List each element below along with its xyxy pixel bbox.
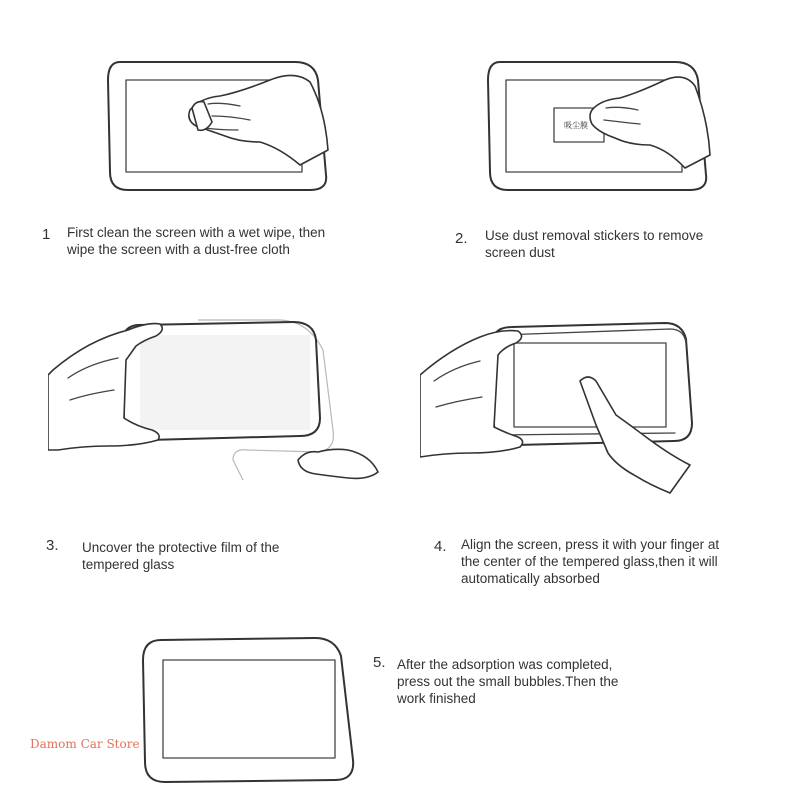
store-watermark: Damom Car Store bbox=[30, 737, 140, 751]
step2-line: Use dust removal stickers to remove bbox=[485, 228, 704, 243]
peeling-fingers-icon bbox=[298, 449, 378, 478]
step5-number: 5. bbox=[373, 654, 386, 671]
step4-number: 4. bbox=[434, 538, 447, 555]
step2-text bbox=[485, 227, 703, 261]
dust-sticker-label: 吸尘膜 bbox=[564, 121, 588, 130]
device-screen bbox=[163, 660, 335, 758]
step3-illustration bbox=[48, 300, 388, 500]
pointing-finger-icon bbox=[580, 377, 690, 493]
step2-line: screen dust bbox=[485, 245, 555, 260]
pressing-hand-icon bbox=[590, 77, 710, 168]
step3-line: tempered glass bbox=[82, 557, 175, 572]
holding-hand-left-icon bbox=[420, 331, 523, 457]
step3-number: 3. bbox=[46, 537, 59, 554]
step5-illustration bbox=[135, 630, 365, 790]
step1-line: First clean the screen with a wet wipe, then bbox=[67, 225, 326, 240]
step3-text bbox=[82, 539, 279, 573]
step4-line: automatically absorbed bbox=[461, 571, 600, 586]
step3-line: Uncover the protective film of the bbox=[82, 540, 280, 555]
step1-illustration bbox=[100, 50, 340, 200]
step5-line: press out the small bubbles.Then the bbox=[397, 674, 619, 689]
step5-line: After the adsorption was completed, bbox=[397, 657, 613, 672]
step4-line: the center of the tempered glass,then it will bbox=[461, 554, 718, 569]
step1-number: 1 bbox=[42, 226, 51, 243]
step4-text bbox=[461, 536, 719, 587]
step4-illustration bbox=[420, 315, 720, 495]
step5-line: work finished bbox=[397, 691, 476, 706]
step1-line: wipe the screen with a dust-free cloth bbox=[67, 242, 290, 257]
step2-illustration bbox=[480, 50, 720, 200]
step4-line: Align the screen, press it with your finger at bbox=[461, 537, 720, 552]
step1-text bbox=[67, 224, 325, 258]
step2-number: 2. bbox=[455, 230, 468, 247]
step5-text bbox=[397, 656, 618, 707]
